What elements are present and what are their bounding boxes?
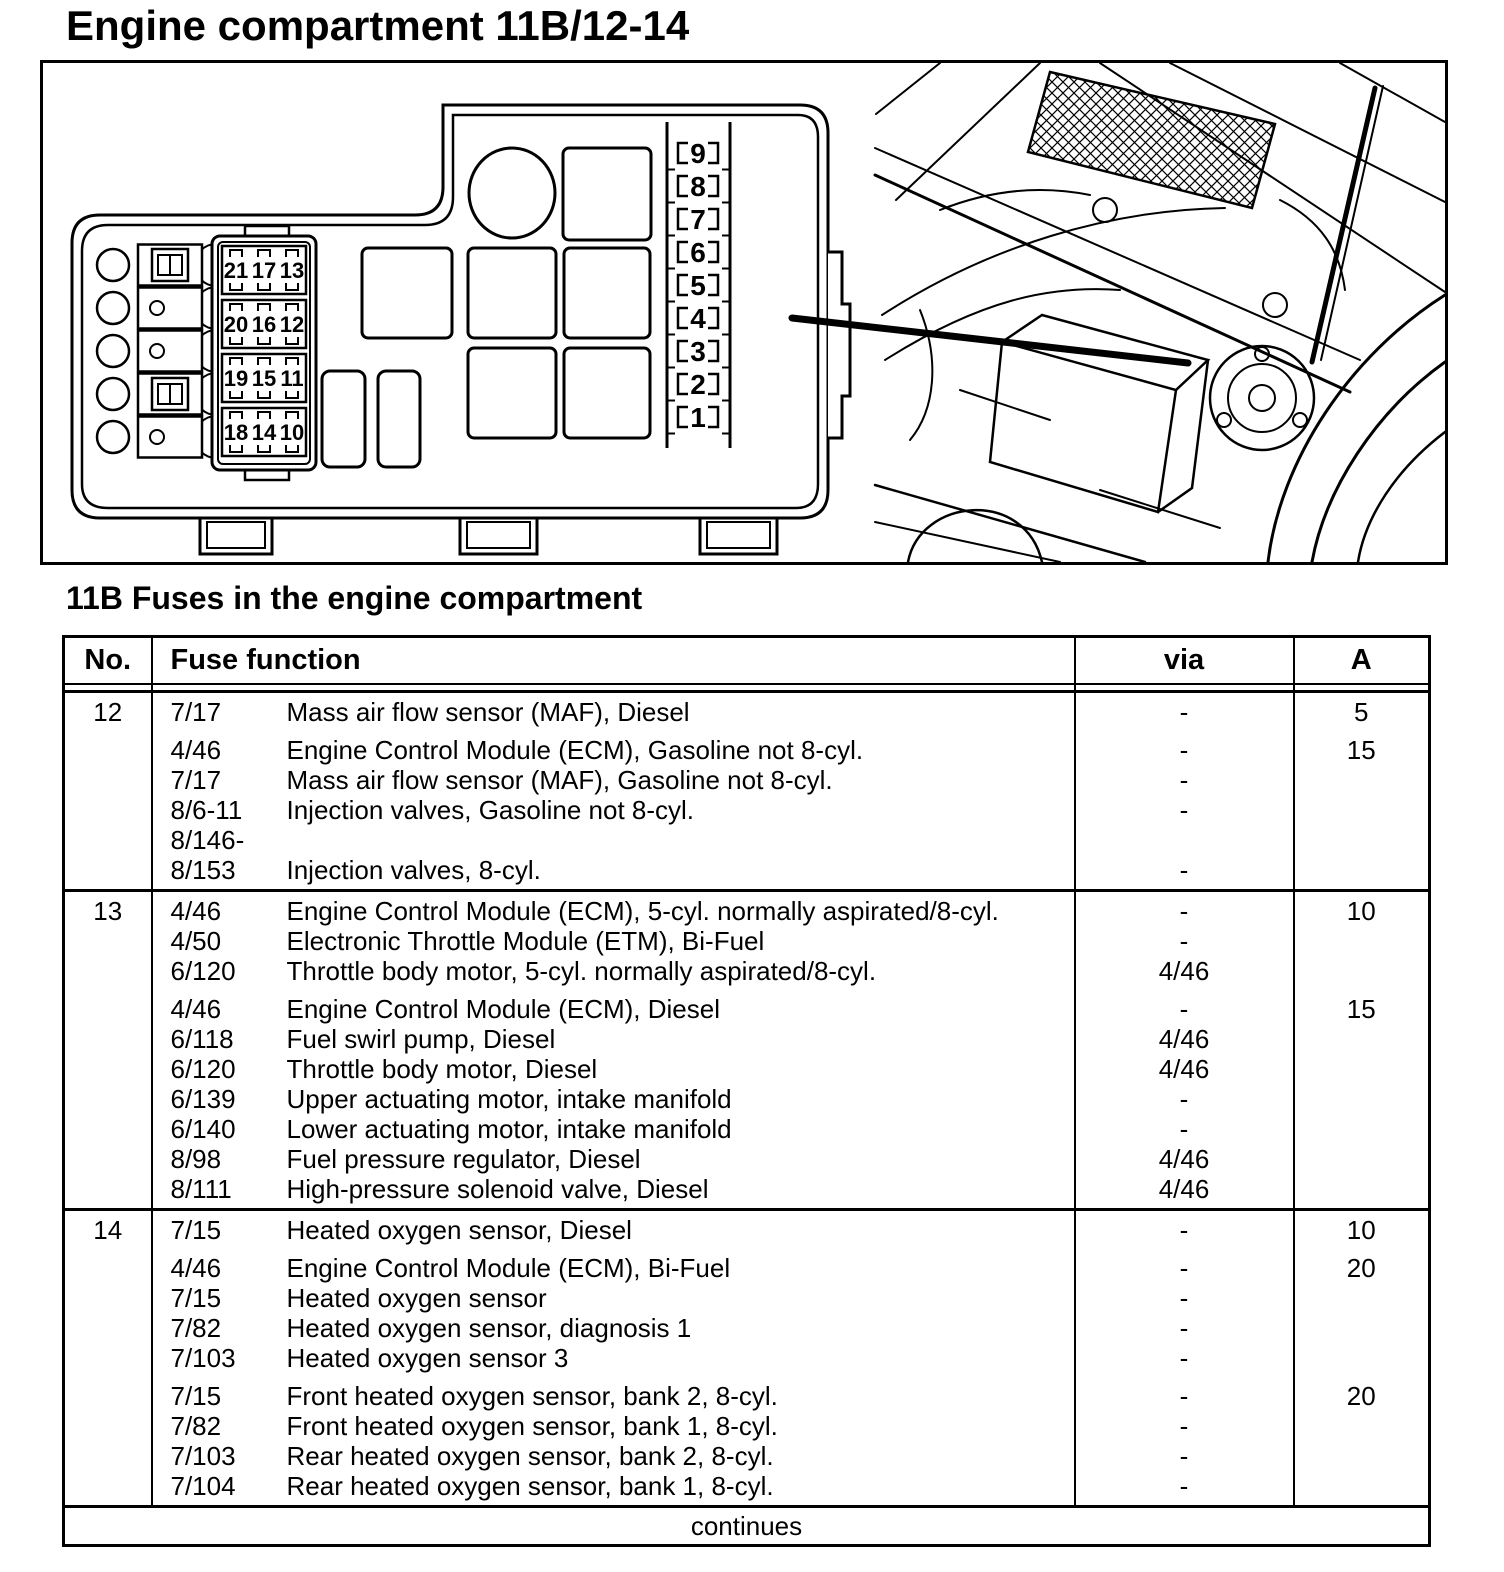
- component-code: 7/17: [170, 697, 222, 727]
- fuse-function-text: Mass air flow sensor (MAF), Diesel: [286, 697, 690, 727]
- fuse-function-text: Rear heated oxygen sensor, bank 1, 8-cyl.: [286, 1471, 774, 1501]
- via-value: -: [1179, 1283, 1189, 1313]
- fuse-entry-line: [171, 1024, 1074, 1054]
- fuse-number: 13: [93, 896, 123, 926]
- via-value: -: [1179, 1471, 1189, 1501]
- component-code: 8/98: [170, 1144, 222, 1174]
- component-code: 7/15: [170, 1215, 222, 1245]
- fuse-table: [62, 635, 1431, 1547]
- via-value: -: [1179, 1441, 1189, 1471]
- via-group: [1076, 735, 1293, 885]
- fuse-entry-line: [171, 735, 1074, 765]
- fuse-entry-line: [171, 956, 1074, 986]
- section-heading: 11B Fuses in the engine compartment: [66, 580, 643, 616]
- fuse-function-text: Engine Control Module (ECM), Bi-Fuel: [286, 1253, 731, 1283]
- component-code: 8/111: [170, 1174, 232, 1204]
- component-code: 7/103: [170, 1343, 236, 1373]
- component-code: 4/46: [170, 994, 222, 1024]
- fuse-function-text: Heated oxygen sensor, Diesel: [286, 1215, 632, 1245]
- amperage-cell: [1294, 891, 1430, 1210]
- amperage-cell: [1294, 692, 1430, 891]
- via-value: -: [1179, 795, 1189, 825]
- fuse-entry-line: [171, 1441, 1074, 1471]
- component-code: 6/139: [170, 1084, 236, 1114]
- fuse-function-text: Engine Control Module (ECM), 5-cyl. normally aspirated/8-cyl.: [286, 896, 999, 926]
- page-title: Engine compartment 11B/12-14: [66, 2, 690, 49]
- amperage-group: [1295, 994, 1429, 1204]
- component-code: 4/46: [170, 1253, 222, 1283]
- via-value: -: [1179, 855, 1189, 885]
- via-group: [1076, 1253, 1293, 1373]
- header-via: via: [1075, 637, 1294, 685]
- continues-label: continues: [690, 1510, 803, 1541]
- fuse-function-cell: [152, 891, 1075, 1210]
- amperage-value: 20: [1346, 1381, 1376, 1411]
- amperage-group: [1295, 896, 1429, 986]
- fuse-strip-number: 6: [690, 237, 706, 268]
- function-group: [171, 1381, 1074, 1501]
- amperage-cell: [1294, 1210, 1430, 1507]
- connector-pin-number: 13: [279, 258, 305, 283]
- fuse-function-text: Engine Control Module (ECM), Diesel: [286, 994, 721, 1024]
- fuse-entry-line: [171, 994, 1074, 1024]
- component-code: 4/46: [170, 735, 222, 765]
- fuse-function-text: Mass air flow sensor (MAF), Gasoline not 8-cyl.: [286, 765, 833, 795]
- via-value: 4/46: [1158, 1174, 1210, 1204]
- amperage-value: 20: [1346, 1253, 1376, 1283]
- component-code: 6/118: [170, 1024, 234, 1054]
- function-group: [171, 735, 1074, 885]
- connector-pin-number: 12: [279, 312, 305, 337]
- amperage-group: [1295, 735, 1429, 885]
- fuse-function-text: Upper actuating motor, intake manifold: [286, 1084, 732, 1114]
- fuse-entry-line: [171, 1313, 1074, 1343]
- connector-pin-number: 20: [223, 312, 249, 337]
- via-group: [1076, 994, 1293, 1204]
- fuse-entry-line: [171, 1411, 1074, 1441]
- fuse-function-text: High-pressure solenoid valve, Diesel: [286, 1174, 709, 1204]
- fuse-strip-number: 7: [690, 204, 706, 235]
- via-value: -: [1179, 1381, 1189, 1411]
- fuse-number: 12: [93, 697, 123, 727]
- fuse-entry-line: [171, 765, 1074, 795]
- fuse-table-body: [64, 692, 1430, 1507]
- fuse-entry-line: [171, 697, 1074, 727]
- connector-pin-number: 11: [280, 366, 304, 391]
- connector-pin-number: 10: [279, 420, 305, 445]
- component-code: 4/46: [170, 896, 222, 926]
- fuse-function-text: Throttle body motor, Diesel: [286, 1054, 598, 1084]
- via-value: -: [1179, 1253, 1189, 1283]
- via-value: -: [1179, 1215, 1189, 1245]
- component-code: 8/153: [170, 855, 236, 885]
- header-amperage: A: [1294, 637, 1430, 685]
- component-code: 6/120: [170, 956, 236, 986]
- component-code: 6/140: [170, 1114, 236, 1144]
- via-value: -: [1179, 896, 1189, 926]
- via-value: 4/46: [1158, 1144, 1210, 1174]
- fuse-function-text: Engine Control Module (ECM), Gasoline not 8-cyl.: [286, 735, 864, 765]
- via-cell: [1075, 1210, 1294, 1507]
- component-code: 7/17: [170, 765, 222, 795]
- via-value: -: [1179, 994, 1189, 1024]
- component-code: 7/104: [170, 1471, 236, 1501]
- fuse-row: [64, 891, 1430, 1210]
- connector-pin-number: 17: [251, 258, 277, 283]
- via-value: -: [1179, 1411, 1189, 1441]
- fuse-entry-line: [171, 1381, 1074, 1411]
- amperage-group: [1295, 1215, 1429, 1245]
- fuse-function-text: Fuel pressure regulator, Diesel: [286, 1144, 641, 1174]
- via-value: 4/46: [1158, 1054, 1210, 1084]
- header-fuse-function: Fuse function: [152, 637, 1075, 685]
- function-group: [171, 896, 1074, 986]
- via-group: [1076, 1381, 1293, 1501]
- relay-connector-grid: [212, 226, 316, 480]
- fuse-function-text: Injection valves, Gasoline not 8-cyl.: [286, 795, 695, 825]
- fuse-entry-line: [171, 1215, 1074, 1245]
- via-value: -: [1179, 1114, 1189, 1144]
- amperage-value: 10: [1346, 896, 1376, 926]
- amperage-value: 15: [1346, 994, 1376, 1024]
- fuse-entry-line: [171, 855, 1074, 885]
- fuse-strip-number: 1: [690, 402, 706, 433]
- via-group: [1076, 1215, 1293, 1245]
- fuse-entry-line: [171, 1084, 1074, 1114]
- component-code: 6/120: [170, 1054, 236, 1084]
- connector-pin-number: 14: [251, 420, 277, 445]
- component-code: 7/82: [170, 1313, 222, 1343]
- fuse-function-text: Front heated oxygen sensor, bank 1, 8-cyl.: [286, 1411, 778, 1441]
- fuse-entry-line: [171, 926, 1074, 956]
- fuse-function-cell: [152, 1210, 1075, 1507]
- amperage-group: [1295, 1253, 1429, 1373]
- via-group: [1076, 697, 1293, 727]
- fuse-entry-line: [171, 795, 1074, 825]
- component-code: 4/50: [170, 926, 222, 956]
- function-group: [171, 1253, 1074, 1373]
- row-number-cell: [64, 891, 152, 1210]
- row-number-cell: [64, 692, 152, 891]
- fuse-strip-number: 8: [690, 171, 706, 202]
- component-code: 8/6-11: [170, 795, 243, 825]
- fuse-function-cell: [152, 692, 1075, 891]
- via-value: -: [1179, 697, 1189, 727]
- via-value: [1076, 825, 1293, 855]
- fuse-function-text: Fuel swirl pump, Diesel: [286, 1024, 556, 1054]
- connector-pin-number: 21: [223, 258, 249, 283]
- fuse-table-wrap: [62, 635, 1428, 1547]
- amperage-group: [1295, 1381, 1429, 1501]
- component-code: 7/15: [170, 1283, 222, 1313]
- fuse-entry-line: [171, 1054, 1074, 1084]
- via-value: 4/46: [1158, 956, 1210, 986]
- connector-pin-number: 15: [251, 366, 277, 391]
- connector-pin-number: 19: [223, 366, 249, 391]
- fuse-function-text: Heated oxygen sensor, diagnosis 1: [286, 1313, 692, 1343]
- connector-pin-number: 16: [251, 312, 277, 337]
- fuse-row: [64, 692, 1430, 891]
- fuse-function-text: Rear heated oxygen sensor, bank 2, 8-cyl.: [286, 1441, 774, 1471]
- via-value: -: [1179, 765, 1189, 795]
- function-group: [171, 994, 1074, 1204]
- fuse-function-text: Electronic Throttle Module (ETM), Bi-Fuel: [286, 926, 765, 956]
- via-value: -: [1179, 1343, 1189, 1373]
- figure-engine-compartment: [40, 60, 1448, 565]
- fuse-strip-number: 9: [690, 138, 706, 169]
- fuse-entry-line: [171, 1174, 1074, 1204]
- via-group: [1076, 896, 1293, 986]
- fuse-entry-line: [171, 1253, 1074, 1283]
- amperage-value: 10: [1346, 1215, 1376, 1245]
- fuse-entry-line: [171, 1144, 1074, 1174]
- via-value: -: [1179, 1084, 1189, 1114]
- fuse-function-text: Throttle body motor, 5-cyl. normally aspirated/8-cyl.: [286, 956, 877, 986]
- fuse-function-text: Lower actuating motor, intake manifold: [286, 1114, 732, 1144]
- via-cell: [1075, 891, 1294, 1210]
- fuse-entry-line: [171, 1283, 1074, 1313]
- connector-pin-number: 18: [223, 420, 249, 445]
- fuse-entry-line: [171, 825, 1074, 855]
- fuse-strip-number: 3: [690, 336, 706, 367]
- fuse-function-text: Heated oxygen sensor 3: [286, 1343, 569, 1373]
- fuse-strip-number: 5: [690, 270, 706, 301]
- function-group: [171, 697, 1074, 727]
- fuse-number: 14: [93, 1215, 123, 1245]
- via-value: -: [1179, 1313, 1189, 1343]
- fuse-function-text: Heated oxygen sensor: [286, 1283, 547, 1313]
- component-code: 8/146-: [170, 825, 245, 855]
- via-value: -: [1179, 735, 1189, 765]
- amperage-value: 5: [1354, 697, 1369, 727]
- fuse-entry-line: [171, 1343, 1074, 1373]
- via-cell: [1075, 692, 1294, 891]
- fuse-strip-number: 2: [690, 369, 706, 400]
- component-code: 7/103: [170, 1441, 236, 1471]
- fuse-strip-number: 4: [690, 303, 706, 334]
- header-no: No.: [64, 637, 152, 685]
- fuse-row: [64, 1210, 1430, 1507]
- table-header-row: [64, 637, 1430, 685]
- via-value: -: [1179, 926, 1189, 956]
- fuse-entry-line: [171, 1114, 1074, 1144]
- row-number-cell: [64, 1210, 152, 1507]
- continues-row: [64, 1507, 1430, 1546]
- component-code: 7/15: [170, 1381, 222, 1411]
- component-code: 7/82: [170, 1411, 222, 1441]
- amperage-value: 15: [1346, 735, 1376, 765]
- fuse-entry-line: [171, 1471, 1074, 1501]
- fuse-function-text: Front heated oxygen sensor, bank 2, 8-cyl.: [286, 1381, 778, 1411]
- function-group: [171, 1215, 1074, 1245]
- figure-svg: [40, 60, 1448, 565]
- via-value: 4/46: [1158, 1024, 1210, 1054]
- amperage-group: [1295, 697, 1429, 727]
- header-double-rule: [64, 684, 1430, 692]
- fuse-entry-line: [171, 896, 1074, 926]
- fuse-function-text: Injection valves, 8-cyl.: [286, 855, 541, 885]
